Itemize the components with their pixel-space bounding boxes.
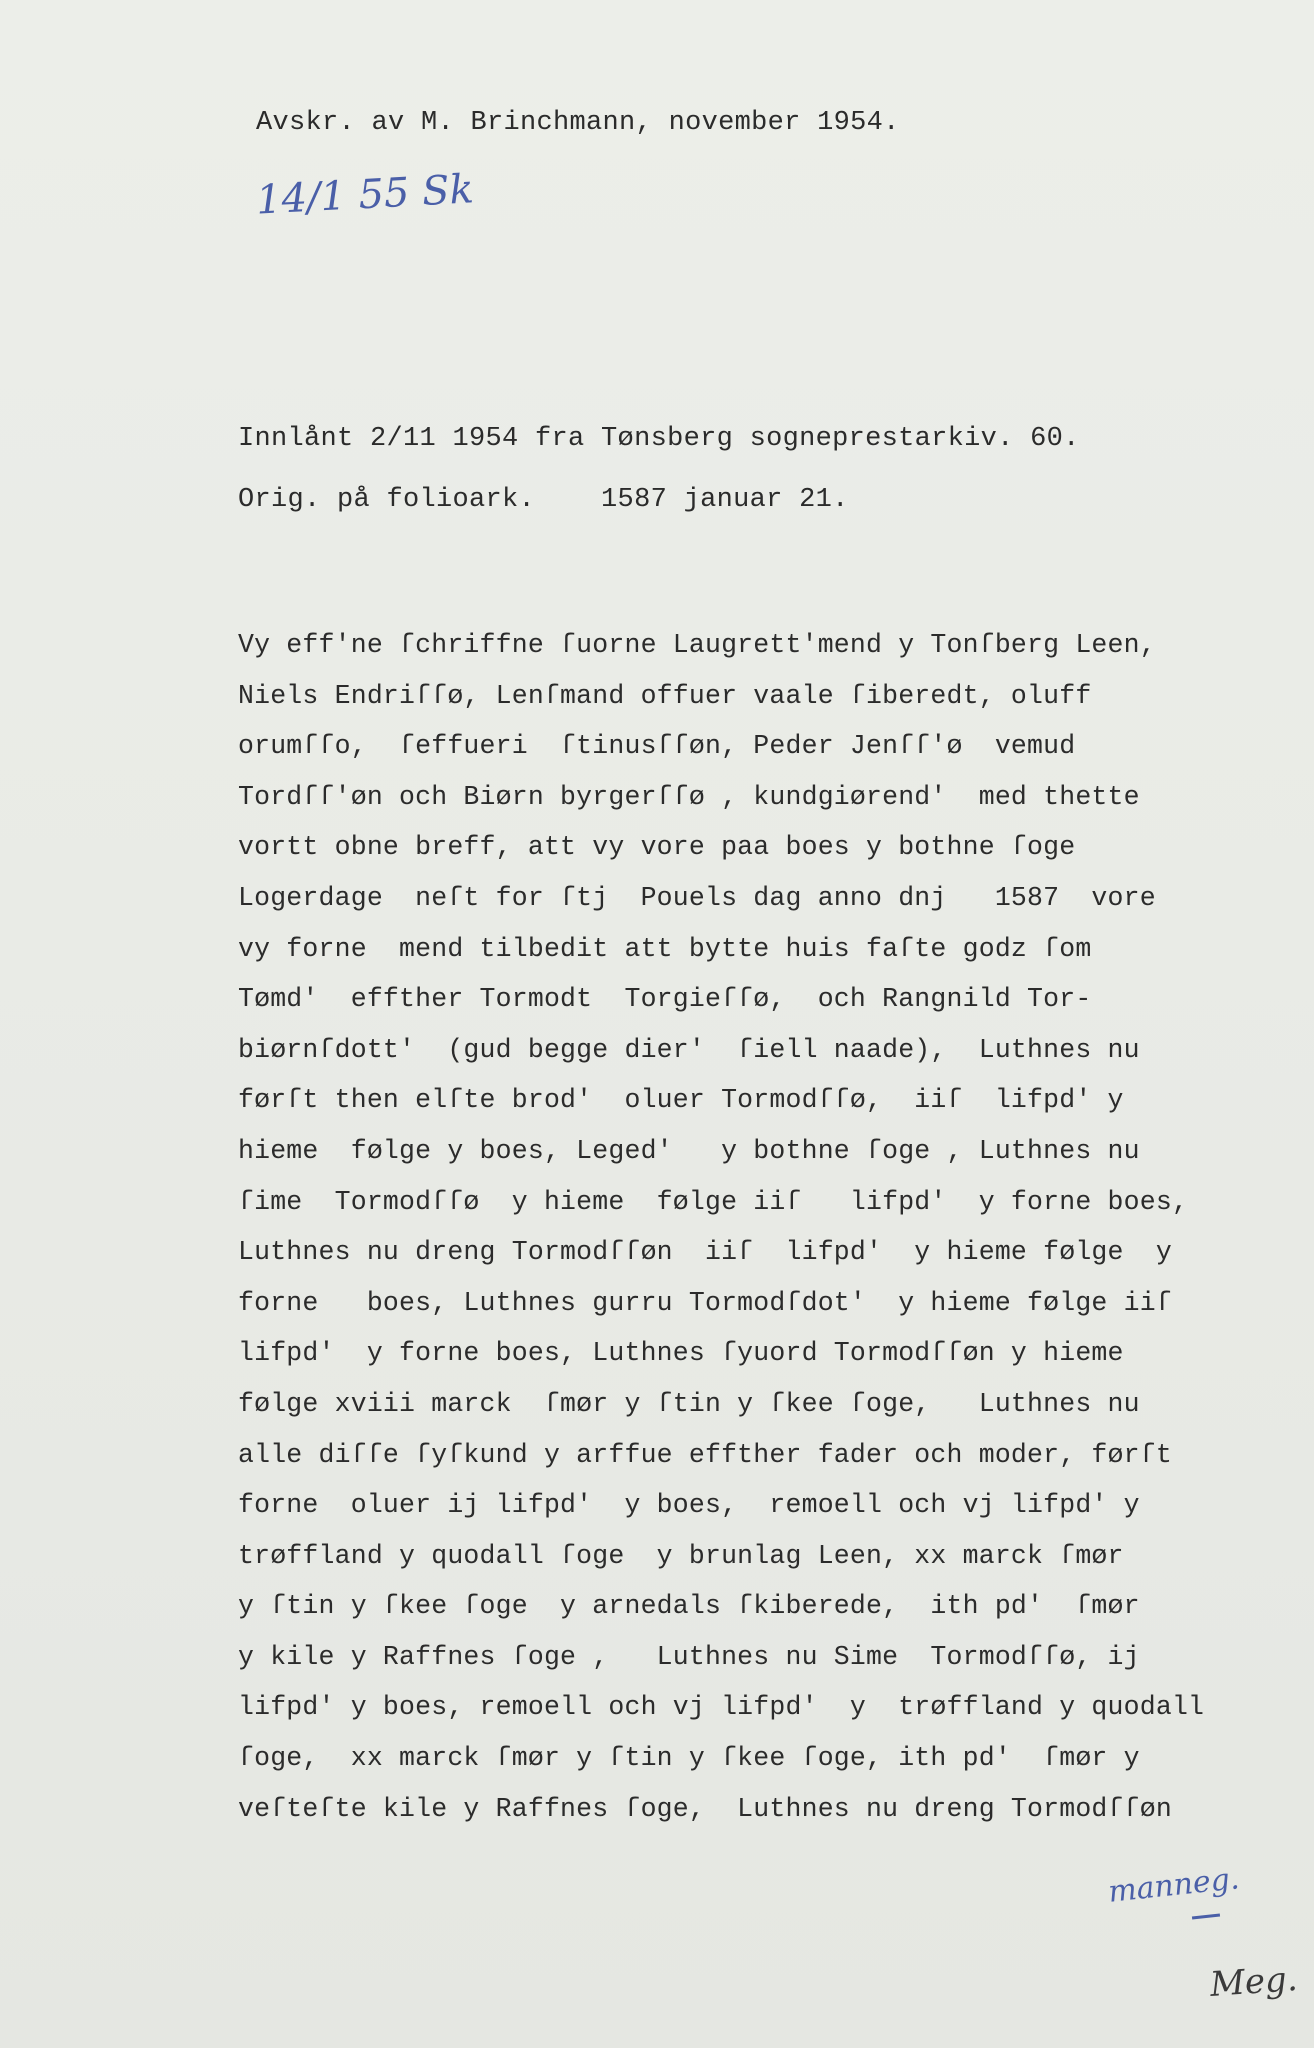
margin-note-bottom-right: manneg. xyxy=(1106,1861,1241,1910)
body-line: Tordſſ'øn och Biørn byrgerſſø , kundgiørend' med thette xyxy=(238,781,1140,812)
body-line: Niels Endriſſø, Lenſmand offuer vaale ſiberedt, oluff xyxy=(238,680,1092,711)
body-line: ſoge, xx marck ſmør y ſtin y ſkee ſoge, ith pd' ſmør y xyxy=(238,1743,1140,1774)
body-line: trøffland y quodall ſoge y brunlag Leen, xx marck ſmør xyxy=(238,1540,1124,1571)
body-line: veſteſte kile y Raffnes ſoge, Luthnes nu dreng Tormodſſøn xyxy=(238,1793,1172,1824)
body-line: følge xviii marck ſmør y ſtin y ſkee ſoge, Luthnes nu xyxy=(238,1388,1140,1419)
body-line: hieme følge y boes, Leged' y bothne ſoge , Luthnes nu xyxy=(238,1135,1140,1166)
source-line: Innlånt 2/11 1954 fra Tønsberg sogneprestarkiv. 60. xyxy=(238,424,1080,454)
body-line: Tømd' effther Tormodt Torgieſſø, och Rangnild Tor- xyxy=(238,984,1092,1015)
body-line: y ſtin y ſkee ſoge y arnedals ſkiberede, ith pd' ſmør xyxy=(238,1591,1140,1622)
body-line: forne boes, Luthnes gurru Tormodſdot' y hieme følge iiſ xyxy=(238,1287,1172,1318)
body-line: forne oluer ij lifpd' y boes, remoell och vj lifpd' y xyxy=(238,1490,1140,1521)
body-line: alle diſſe ſyſkund y arffue effther fader och moder, førſt xyxy=(238,1439,1172,1470)
body-line: y kile y Raffnes ſoge , Luthnes nu Sime Tormodſſø, ij xyxy=(238,1641,1140,1672)
body-line: Luthnes nu dreng Tormodſſøn iiſ lifpd' y hieme følge y xyxy=(238,1237,1172,1268)
handwritten-reference: 14/1 55 Sk xyxy=(254,166,475,224)
margin-note-underline xyxy=(1192,1914,1220,1920)
body-line: førſt then elſte brod' oluer Tormodſſø, iiſ lifpd' y xyxy=(238,1085,1124,1116)
transcription-note: Avskr. av M. Brinchmann, november 1954. xyxy=(256,108,900,138)
body-line: lifpd' y forne boes, Luthnes ſyuord Tormodſſøn y hieme xyxy=(238,1338,1124,1369)
margin-note-corner: Meg. xyxy=(1208,1958,1299,2006)
body-line: lifpd' y boes, remoell och vj lifpd' y trøffland y quodall xyxy=(238,1692,1205,1723)
body-line: vy forne mend tilbedit att bytte huis faſte godz ſom xyxy=(238,933,1092,964)
body-line: orumſſo, ſeffueri ſtinusſſøn, Peder Jenſſ'ø vemud xyxy=(238,731,1076,762)
original-date-line: Orig. på folioark. 1587 januar 21. xyxy=(238,485,849,515)
body-line: Vy eff'ne ſchriffne ſuorne Laugrett'mend y Tonſberg Leen, xyxy=(238,630,1156,660)
document-body xyxy=(238,620,1204,1834)
body-line: ſime Tormodſſø y hieme følge iiſ lifpd' y forne boes, xyxy=(238,1186,1189,1217)
body-line: Logerdage neſt for ſtj Pouels dag anno dnj 1587 vore xyxy=(238,882,1156,913)
body-line: vortt obne breff, att vy vore paa boes y bothne ſoge xyxy=(238,832,1076,863)
body-line: biørnſdott' (gud begge dier' ſiell naade), Luthnes nu xyxy=(238,1034,1140,1065)
